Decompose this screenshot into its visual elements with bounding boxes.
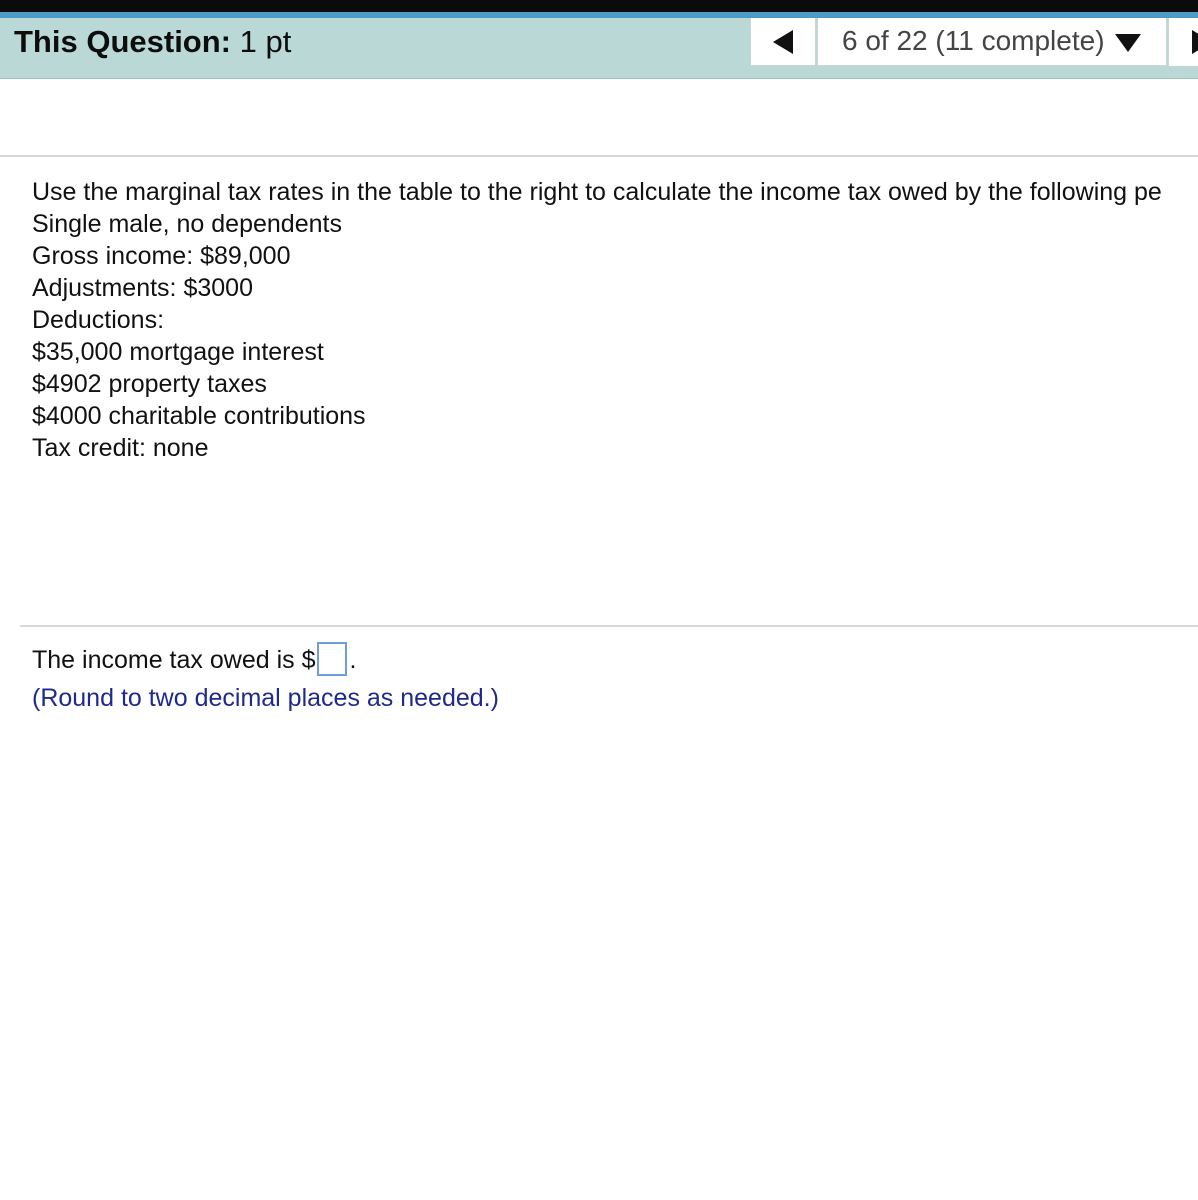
question-line: $4000 charitable contributions bbox=[32, 402, 366, 430]
left-triangle-icon bbox=[773, 30, 793, 54]
answer-statement bbox=[32, 642, 356, 678]
question-text bbox=[32, 176, 1198, 464]
right-triangle-icon bbox=[1192, 30, 1198, 54]
question-line: $4902 property taxes bbox=[32, 370, 267, 398]
question-header bbox=[0, 18, 1198, 79]
question-selector-dropdown[interactable] bbox=[817, 18, 1167, 66]
answer-prefix: The income tax owed is $ bbox=[32, 646, 316, 674]
question-points: 1 pt bbox=[239, 24, 292, 59]
question-line: Use the marginal tax rates in the table to the right to calculate the income tax owed by the following pe bbox=[32, 178, 1162, 206]
top-black-bar bbox=[0, 0, 1198, 12]
answer-input[interactable] bbox=[317, 642, 347, 676]
answer-suffix: . bbox=[349, 646, 357, 674]
question-points-label bbox=[14, 22, 291, 62]
question-label: This Question: bbox=[14, 24, 231, 59]
divider bbox=[0, 155, 1198, 157]
divider bbox=[20, 625, 1198, 627]
previous-question-button[interactable] bbox=[750, 18, 816, 66]
question-line: Deductions: bbox=[32, 306, 165, 334]
question-line: Gross income: $89,000 bbox=[32, 242, 291, 270]
rounding-hint: (Round to two decimal places as needed.) bbox=[32, 684, 499, 712]
question-progress-text: 6 of 22 (11 complete) bbox=[842, 25, 1105, 56]
question-line: Tax credit: none bbox=[32, 434, 209, 462]
question-line: $35,000 mortgage interest bbox=[32, 338, 324, 366]
question-line: Adjustments: $3000 bbox=[32, 274, 253, 302]
question-line: Single male, no dependents bbox=[32, 210, 342, 238]
down-triangle-icon bbox=[1115, 34, 1141, 52]
next-question-button[interactable] bbox=[1168, 18, 1198, 66]
